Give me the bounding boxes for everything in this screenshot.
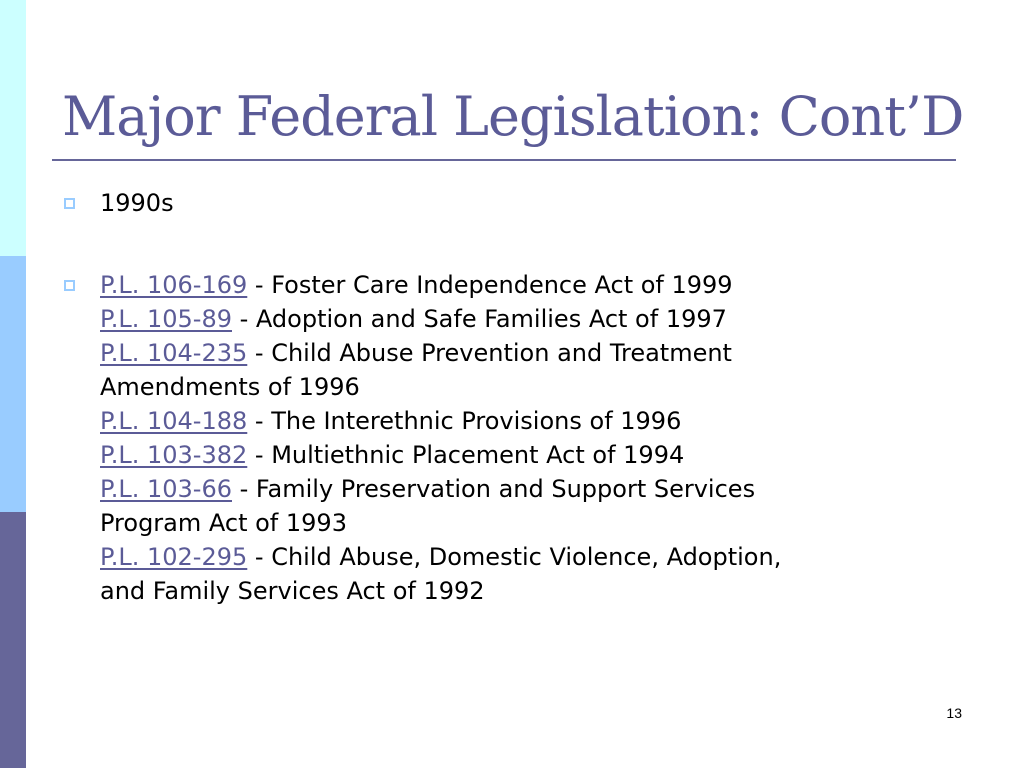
law-item <box>100 336 942 370</box>
law-description: - Foster Care Independence Act of 1999 <box>247 271 733 299</box>
law-description: - Family Preservation and Support Services <box>232 475 756 503</box>
law-link[interactable]: P.L. 106-169 <box>100 271 248 299</box>
law-item <box>100 438 942 472</box>
law-description: - Adoption and Safe Families Act of 1997 <box>232 305 727 333</box>
slide-title: Major Federal Legislation: Cont’D <box>62 85 964 148</box>
square-bullet-icon <box>64 198 75 209</box>
law-description-continuation: Program Act of 1993 <box>100 509 347 537</box>
law-link[interactable]: P.L. 103-66 <box>100 475 232 503</box>
law-item <box>100 404 942 438</box>
page-number: 13 <box>946 705 962 721</box>
accent-bar-bottom-segment <box>0 512 26 768</box>
law-link[interactable]: P.L. 105-89 <box>100 305 232 333</box>
law-description: - Child Abuse Prevention and Treatment <box>247 339 732 367</box>
law-link[interactable]: P.L. 103-382 <box>100 441 248 469</box>
bullet-decade-text: 1990s <box>100 189 174 217</box>
bullet-laws <box>62 268 942 608</box>
law-link[interactable]: P.L. 104-188 <box>100 407 248 435</box>
law-item <box>100 540 942 574</box>
law-item <box>100 472 942 506</box>
law-link[interactable]: P.L. 102-295 <box>100 543 248 571</box>
left-accent-bar <box>0 0 26 768</box>
bullet-decade <box>62 186 942 220</box>
law-description: - The Interethnic Provisions of 1996 <box>247 407 682 435</box>
square-bullet-icon <box>64 280 75 291</box>
law-description-continuation: Amendments of 1996 <box>100 373 360 401</box>
accent-bar-top-segment <box>0 0 26 256</box>
bullet-list <box>62 186 942 608</box>
law-link[interactable]: P.L. 104-235 <box>100 339 248 367</box>
law-item <box>100 302 942 336</box>
law-description: - Multiethnic Placement Act of 1994 <box>247 441 685 469</box>
law-list <box>100 268 942 608</box>
law-description-continuation: and Family Services Act of 1992 <box>100 577 485 605</box>
accent-bar-middle-segment <box>0 256 26 512</box>
law-description: - Child Abuse, Domestic Violence, Adoption, <box>247 543 782 571</box>
law-item <box>100 268 942 302</box>
title-divider <box>52 159 956 161</box>
